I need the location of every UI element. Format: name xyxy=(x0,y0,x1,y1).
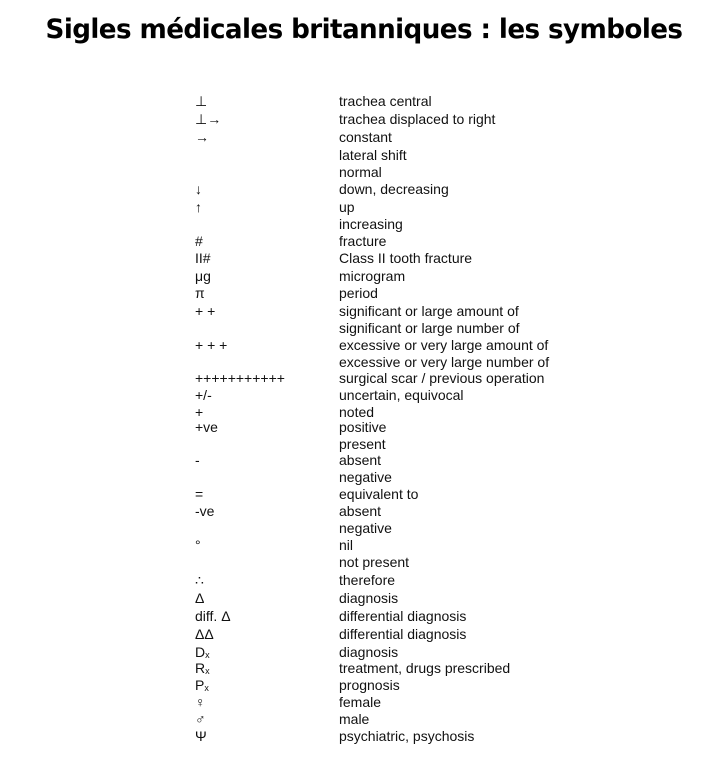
definition-cell: positive xyxy=(339,419,387,435)
symbol-text: P xyxy=(195,677,205,693)
definition-cell: trachea displaced to right xyxy=(339,111,496,127)
symbol-text: II# xyxy=(195,250,211,266)
table-row xyxy=(0,554,728,571)
symbol-text: diff. Δ xyxy=(195,608,231,624)
definition-cell: lateral shift xyxy=(339,147,407,163)
table-row xyxy=(0,711,728,728)
definition-cell: psychiatric, psychosis xyxy=(339,728,475,744)
definition-cell: Class II tooth fracture xyxy=(339,250,473,266)
symbol-cell xyxy=(195,268,211,285)
table-row xyxy=(0,452,728,469)
definition-cell: significant or large number of xyxy=(339,320,520,336)
table-row xyxy=(0,268,728,285)
symbol-cell xyxy=(195,503,214,520)
definition-cell: excessive or very large amount of xyxy=(339,337,549,353)
table-row xyxy=(0,303,728,320)
table-row xyxy=(0,93,728,110)
table-row xyxy=(0,216,728,233)
definition-cell: treatment, drugs prescribed xyxy=(339,660,511,676)
symbol-cell xyxy=(195,486,203,503)
symbol-text: ↑ xyxy=(195,199,202,215)
symbol-text: + + + xyxy=(195,337,228,353)
definition-cell: uncertain, equivocal xyxy=(339,387,464,403)
table-row xyxy=(0,337,728,354)
symbol-cell xyxy=(195,181,202,198)
definition-cell: negative xyxy=(339,469,392,485)
table-row xyxy=(0,111,728,128)
definition-cell: surgical scar / previous operation xyxy=(339,370,545,386)
table-row xyxy=(0,164,728,181)
symbol-cell xyxy=(195,694,206,711)
symbol-text: ♂ xyxy=(195,711,206,727)
symbol-text: ∴ xyxy=(195,572,204,588)
symbol-text: - xyxy=(195,452,200,468)
definition-cell: period xyxy=(339,285,378,301)
symbol-text: ↓ xyxy=(195,181,202,197)
symbol-cell xyxy=(195,129,209,146)
table-row xyxy=(0,520,728,537)
definition-cell: present xyxy=(339,436,386,452)
symbol-cell xyxy=(195,111,221,128)
symbol-text: -ve xyxy=(195,503,215,519)
symbol-text: + + xyxy=(195,303,216,319)
table-row xyxy=(0,181,728,198)
symbol-text: → xyxy=(195,129,209,145)
table-row xyxy=(0,147,728,164)
symbol-subscript: x xyxy=(205,650,210,660)
definition-cell: excessive or very large number of xyxy=(339,354,550,370)
table-row xyxy=(0,469,728,486)
symbol-cell xyxy=(195,537,201,554)
symbol-cell xyxy=(195,93,207,110)
definition-cell: normal xyxy=(339,164,382,180)
table-row xyxy=(0,694,728,711)
definition-cell: nil xyxy=(339,537,354,553)
symbol-cell xyxy=(195,608,231,625)
symbol-cell xyxy=(195,572,204,589)
table-row xyxy=(0,537,728,554)
table-row xyxy=(0,608,728,625)
definition-cell: prognosis xyxy=(339,677,400,693)
symbol-cell xyxy=(195,370,285,387)
table-row xyxy=(0,728,728,745)
definition-cell: absent xyxy=(339,452,382,468)
page-title: Sigles médicales britanniques : les symboles xyxy=(45,14,683,45)
symbol-cell xyxy=(195,199,202,216)
symbol-text: + xyxy=(195,404,204,420)
table-row xyxy=(0,419,728,436)
table-row xyxy=(0,626,728,643)
definition-cell: female xyxy=(339,694,382,710)
definition-cell: therefore xyxy=(339,572,396,588)
definition-cell: equivalent to xyxy=(339,486,419,502)
symbol-text: # xyxy=(195,233,203,249)
symbol-cell xyxy=(195,250,211,267)
definition-cell: down, decreasing xyxy=(339,181,449,197)
definition-cell: noted xyxy=(339,404,375,420)
symbol-cell xyxy=(195,285,205,302)
definition-cell: fracture xyxy=(339,233,387,249)
symbol-text: Δ xyxy=(195,590,205,606)
symbol-text: π xyxy=(195,285,205,301)
table-row xyxy=(0,572,728,589)
symbol-text: μg xyxy=(195,268,211,284)
symbol-cell xyxy=(195,711,206,728)
table-row xyxy=(0,436,728,453)
table-row xyxy=(0,199,728,216)
symbol-text: ⊥→ xyxy=(195,111,222,127)
symbol-cell xyxy=(195,233,203,250)
table-row xyxy=(0,387,728,404)
definition-cell: diagnosis xyxy=(339,644,399,660)
symbol-text: R xyxy=(195,660,206,676)
definition-cell: negative xyxy=(339,520,392,536)
definition-cell: differential diagnosis xyxy=(339,626,467,642)
table-row xyxy=(0,503,728,520)
symbol-cell xyxy=(195,337,227,354)
table-row xyxy=(0,644,728,661)
table-row xyxy=(0,320,728,337)
table-row xyxy=(0,250,728,267)
symbol-text: +/- xyxy=(195,387,212,403)
symbol-cell xyxy=(195,728,207,745)
symbol-text: ⊥ xyxy=(195,93,208,109)
symbol-text: D xyxy=(195,644,206,660)
symbol-cell xyxy=(195,452,200,469)
symbol-cell xyxy=(195,387,212,404)
symbol-cell xyxy=(195,626,214,643)
table-row xyxy=(0,660,728,677)
table-row xyxy=(0,590,728,607)
definition-cell: trachea central xyxy=(339,93,432,109)
definition-cell: diagnosis xyxy=(339,590,399,606)
table-row xyxy=(0,677,728,694)
symbol-text: ♀ xyxy=(195,694,206,710)
table-row xyxy=(0,370,728,387)
symbol-text: +++++++++++ xyxy=(195,370,285,386)
symbol-text: Ψ xyxy=(195,728,207,744)
symbol-subscript: x xyxy=(204,683,209,693)
symbol-text: ΔΔ xyxy=(195,626,214,642)
table-row xyxy=(0,354,728,371)
table-row xyxy=(0,285,728,302)
symbol-text: ° xyxy=(195,537,201,553)
definition-cell: up xyxy=(339,199,355,215)
table-row xyxy=(0,486,728,503)
symbol-cell xyxy=(195,590,204,607)
definition-cell: absent xyxy=(339,503,382,519)
table-row xyxy=(0,129,728,146)
definition-cell: not present xyxy=(339,554,410,570)
symbol-subscript: x xyxy=(205,666,210,676)
definition-cell: constant xyxy=(339,129,392,145)
symbol-cell xyxy=(195,419,218,436)
definition-cell: increasing xyxy=(339,216,403,232)
definition-cell: significant or large amount of xyxy=(339,303,519,319)
symbol-cell xyxy=(195,303,215,320)
table-row xyxy=(0,233,728,250)
definition-cell: microgram xyxy=(339,268,406,284)
definition-cell: differential diagnosis xyxy=(339,608,467,624)
definition-cell: male xyxy=(339,711,370,727)
symbol-text: +ve xyxy=(195,419,218,435)
symbol-text: = xyxy=(195,486,204,502)
